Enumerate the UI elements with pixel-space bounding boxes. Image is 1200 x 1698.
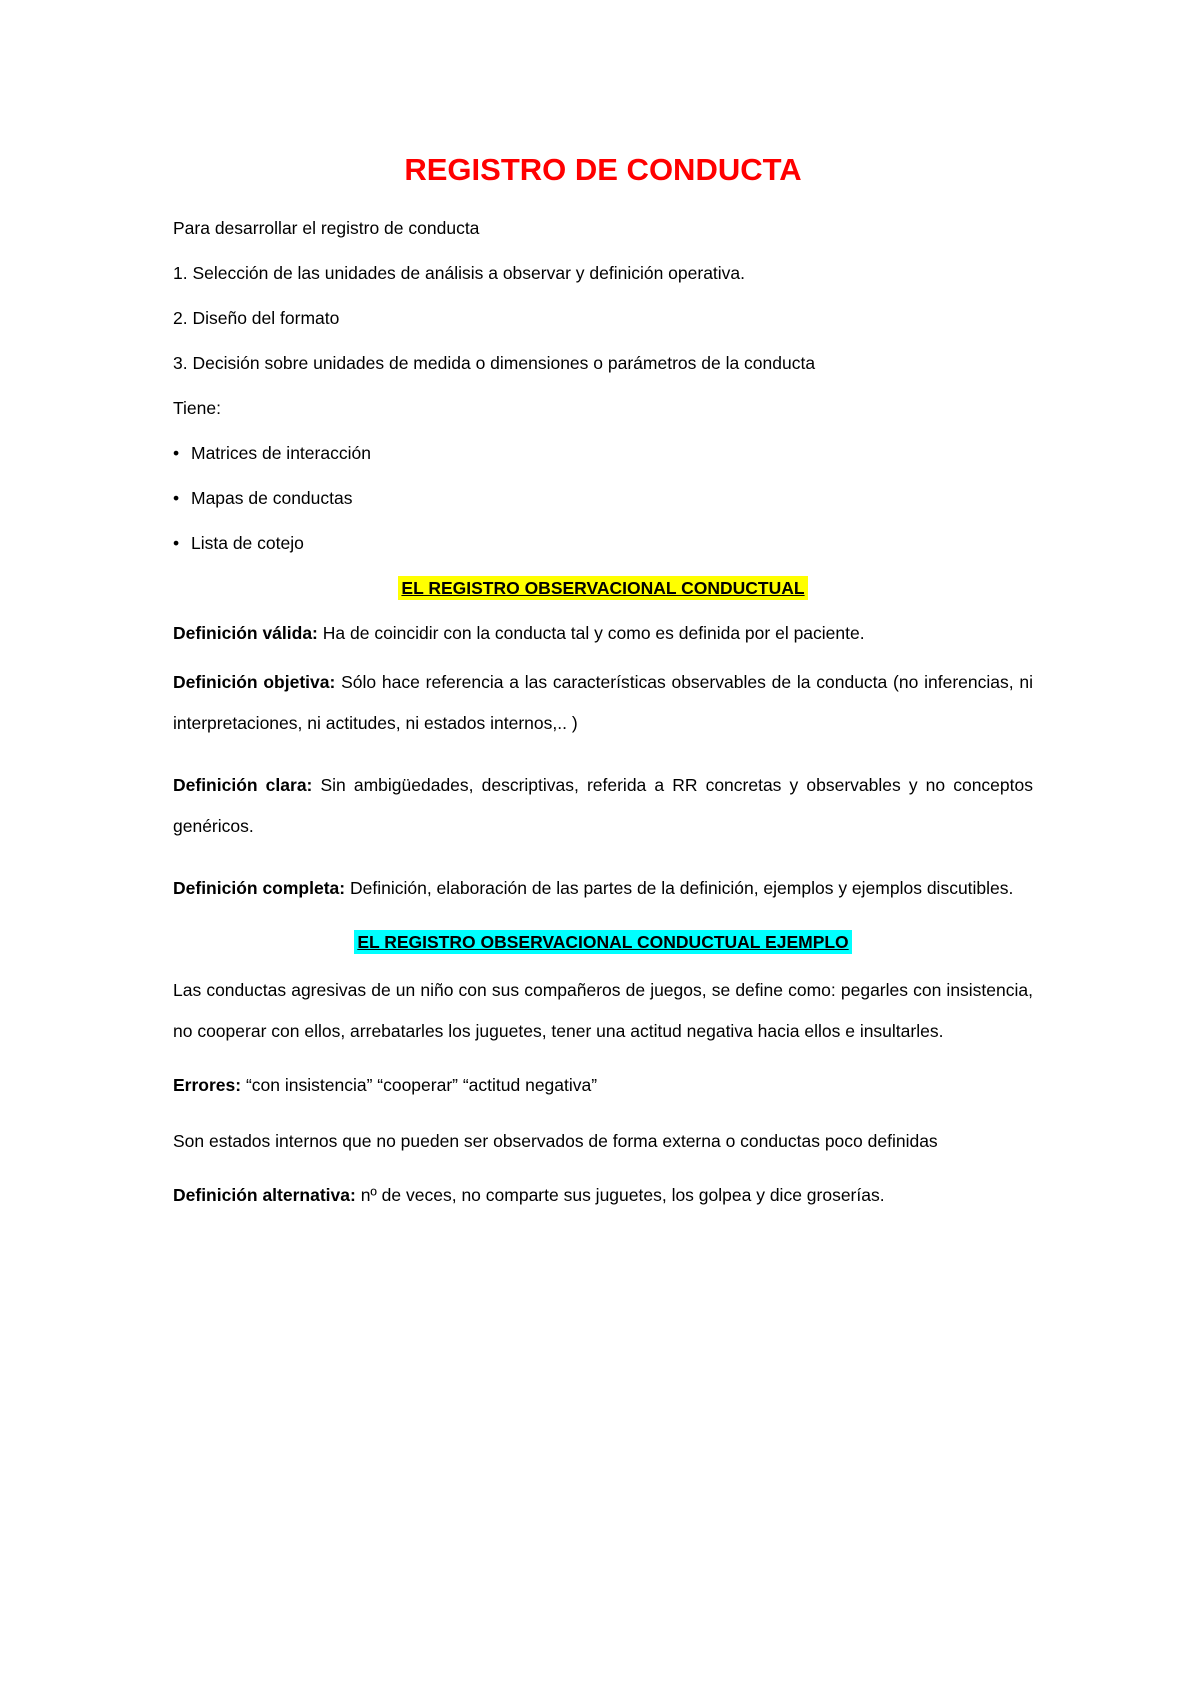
bullet-item — [173, 441, 1033, 465]
step-text: Diseño del formato — [187, 308, 340, 328]
definition-clara — [173, 765, 1033, 847]
alt-text: nº de veces, no comparte sus juguetes, los golpea y dice groserías. — [355, 1185, 885, 1205]
step-2 — [173, 306, 1033, 330]
tiene-label: Tiene: — [173, 398, 221, 418]
step-number: 3. — [173, 353, 188, 373]
step-1 — [173, 261, 1033, 285]
highlighted-heading: EL REGISTRO OBSERVACIONAL CONDUCTUAL — [398, 576, 807, 600]
bullet-item — [173, 531, 1033, 555]
step-number: 2. — [173, 308, 188, 328]
step-3 — [173, 351, 1033, 375]
definition-valida — [173, 621, 1033, 645]
definition-label: Definición completa: — [173, 878, 346, 898]
definition-text: Definición, elaboración de las partes de la definición, ejemplos y ejemplos discutibles. — [345, 878, 1014, 898]
alt-label: Definición alternativa: — [173, 1185, 356, 1205]
definition-label: Definición clara: — [173, 775, 313, 795]
explanation-paragraph: Son estados internos que no pueden ser observados de forma externa o conductas poco definidas — [173, 1131, 938, 1151]
bullet-icon: • — [173, 533, 180, 553]
bullet-text: Matrices de interacción — [191, 443, 371, 463]
definition-completa — [173, 868, 1033, 909]
page-title: REGISTRO DE CONDUCTA — [404, 152, 802, 187]
definition-objetiva — [173, 662, 1033, 744]
document-page — [173, 150, 1033, 1230]
bullet-text: Lista de cotejo — [191, 533, 304, 553]
section-heading-1 — [173, 576, 1033, 600]
intro-text: Para desarrollar el registro de conducta — [173, 218, 480, 238]
definition-text: Ha de coincidir con la conducta tal y como es definida por el paciente. — [317, 623, 865, 643]
step-text: Decisión sobre unidades de medida o dimensiones o parámetros de la conducta — [187, 353, 816, 373]
definition-label: Definición válida: — [173, 623, 318, 643]
step-text: Selección de las unidades de análisis a observar y definición operativa. — [187, 263, 746, 283]
definition-label: Definición objetiva: — [173, 672, 336, 692]
bullet-text: Mapas de conductas — [191, 488, 353, 508]
bullet-icon: • — [173, 488, 180, 508]
section-heading-2 — [173, 930, 1033, 954]
errors-line — [173, 1073, 1033, 1097]
definition-text: Sin ambigüedades, descriptivas, referida a RR concretas y observables y no conceptos genéricos. — [173, 775, 1033, 836]
definition-text: Sólo hace referencia a las características observables de la conducta (no inferencias, ni interpretaciones, ni actitudes, ni estados internos,.. ) — [173, 672, 1034, 733]
bullet-item — [173, 486, 1033, 510]
highlighted-heading: EL REGISTRO OBSERVACIONAL CONDUCTUAL EJEMPLO — [354, 930, 851, 954]
errors-text: “con insistencia” “cooperar” “actitud negativa” — [241, 1075, 598, 1095]
alternative-definition — [173, 1183, 1033, 1207]
errors-label: Errores: — [173, 1075, 242, 1095]
step-number: 1. — [173, 263, 188, 283]
example-paragraph: Las conductas agresivas de un niño con sus compañeros de juegos, se define como: pegarles con insistencia, no cooperar con ellos, arrebatarles los juguetes, tener una actitud negativa hacia ellos e insultarles. — [173, 980, 1033, 1041]
bullet-icon: • — [173, 443, 180, 463]
